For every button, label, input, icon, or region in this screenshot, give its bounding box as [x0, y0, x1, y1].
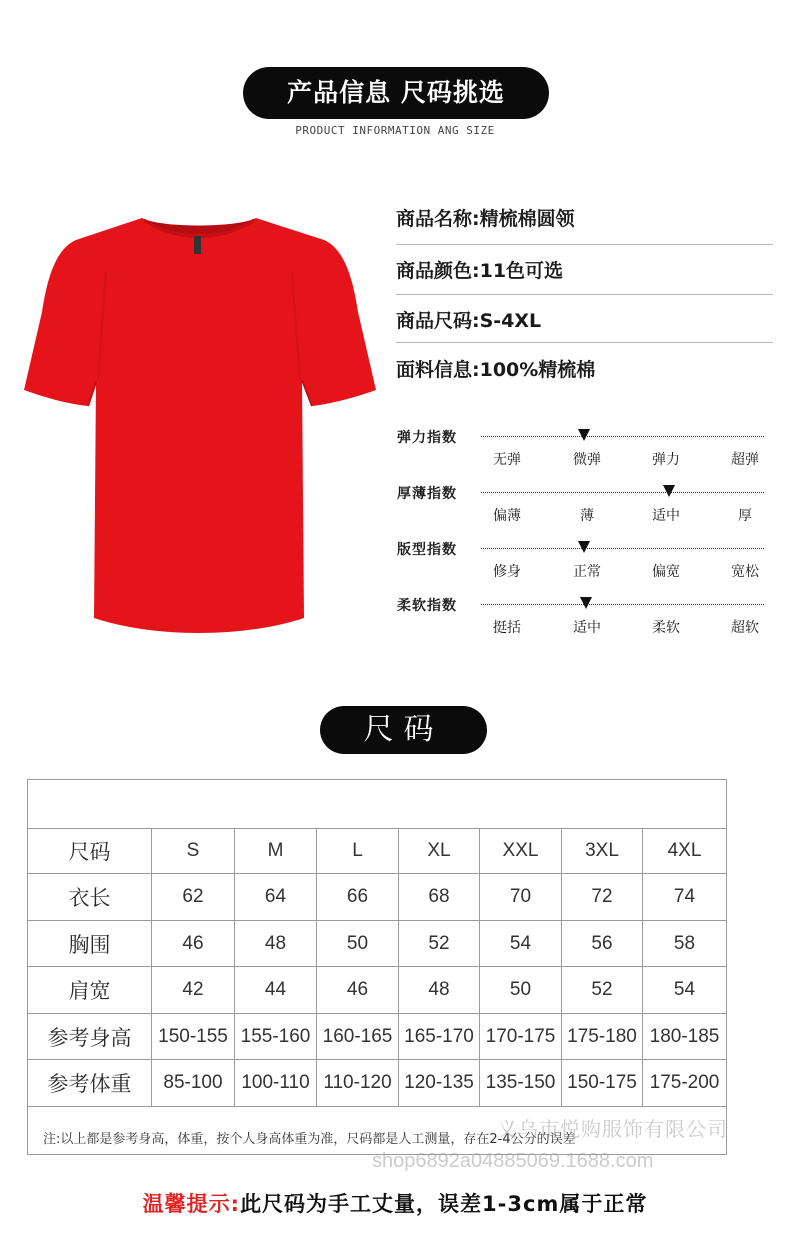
- indicator-option: 正常: [573, 564, 601, 580]
- info-row: [396, 306, 773, 333]
- table-cell: 54: [643, 967, 726, 1014]
- table-cell: 135-150: [480, 1060, 562, 1107]
- info-value: S-4XL: [479, 310, 542, 332]
- section-title-product-info: 产品信息 尺码挑选: [243, 67, 549, 119]
- watermark-company: 义乌市悦购服饰有限公司: [497, 1119, 728, 1141]
- table-cell: 42: [152, 967, 235, 1014]
- table-cell: 胸围: [28, 921, 152, 967]
- table-header-cell: 3XL: [562, 828, 643, 874]
- indicator-label: 柔软指数: [397, 598, 457, 614]
- table-cell: 175-200: [643, 1060, 726, 1107]
- indicator-option: 厚: [738, 508, 752, 524]
- table-cell: 150-155: [152, 1014, 235, 1060]
- info-value: 精梳棉圆领: [479, 208, 575, 230]
- warm-tip: [0, 1188, 790, 1218]
- table-cell: 肩宽: [28, 967, 152, 1014]
- table-header-cell: S: [152, 828, 235, 874]
- table-cell: 180-185: [643, 1014, 726, 1060]
- tshirt-image: [24, 212, 376, 642]
- table-cell: 120-135: [399, 1060, 480, 1107]
- indicator-option: 偏宽: [652, 564, 680, 580]
- table-cell: 110-120: [317, 1060, 399, 1107]
- table-cell: 46: [317, 967, 399, 1014]
- table-cell: 46: [152, 921, 235, 967]
- info-row: [396, 256, 773, 283]
- table-cell: 72: [562, 874, 643, 921]
- indicator-option: 无弹: [493, 452, 521, 468]
- indicator-arrow-icon: [663, 485, 675, 497]
- table-cell: 100-110: [235, 1060, 317, 1107]
- info-label: 商品尺码:: [396, 310, 480, 332]
- table-header-cell: 尺码: [28, 828, 152, 874]
- table-cell: 62: [152, 874, 235, 921]
- indicator-option: 柔软: [652, 620, 680, 636]
- table-cell: 参考身高: [28, 1014, 152, 1060]
- indicator-option: 超软: [731, 620, 759, 636]
- info-value: 11色可选: [479, 260, 564, 282]
- table-cell: 74: [643, 874, 726, 921]
- indicator-option: 微弹: [573, 452, 601, 468]
- size-table: [27, 779, 727, 1155]
- indicator-option: 薄: [580, 508, 594, 524]
- indicator-option: 挺括: [493, 620, 521, 636]
- table-cell: 54: [480, 921, 562, 967]
- table-cell: 155-160: [235, 1014, 317, 1060]
- table-cell: 52: [399, 921, 480, 967]
- table-cell: 175-180: [562, 1014, 643, 1060]
- indicator-option: 适中: [573, 620, 601, 636]
- info-divider: [396, 342, 773, 343]
- watermark-shop-url: shop6892a04885069.1688.com: [372, 1150, 654, 1172]
- table-cell: 160-165: [317, 1014, 399, 1060]
- info-divider: [396, 244, 773, 245]
- indicator-track: [481, 492, 764, 493]
- info-divider: [396, 294, 773, 295]
- neck-label: [194, 236, 201, 254]
- tip-prefix: 温馨提示:: [142, 1192, 241, 1216]
- indicator-option: 适中: [652, 508, 680, 524]
- indicator-track: [481, 436, 764, 437]
- info-row: [396, 355, 773, 382]
- table-cell: 170-175: [480, 1014, 562, 1060]
- table-cell: 48: [399, 967, 480, 1014]
- section-title-size: 尺码: [320, 706, 487, 754]
- table-cell: 50: [317, 921, 399, 967]
- section-subtitle: PRODUCT INFORMATION ANG SIZE: [295, 124, 495, 137]
- indicator-label: 版型指数: [397, 542, 457, 558]
- indicator-track: [481, 548, 764, 549]
- table-header-cell: XL: [399, 828, 480, 874]
- indicator-option: 修身: [493, 564, 521, 580]
- table-cell: 44: [235, 967, 317, 1014]
- table-cell: 衣长: [28, 874, 152, 921]
- table-note: 注:以上都是参考身高，体重，按个人身高体重为准，尺码都是人工测量，存在2-4公分的误差: [43, 1132, 576, 1147]
- table-cell: 85-100: [152, 1060, 235, 1107]
- table-cell: 48: [235, 921, 317, 967]
- table-header-cell: L: [317, 828, 399, 874]
- table-cell: 52: [562, 967, 643, 1014]
- table-cell: 58: [643, 921, 726, 967]
- indicator-option: 宽松: [731, 564, 759, 580]
- table-cell: 150-175: [562, 1060, 643, 1107]
- indicator-option: 弹力: [652, 452, 680, 468]
- info-label: 商品颜色:: [396, 260, 480, 282]
- table-cell: 64: [235, 874, 317, 921]
- table-header-cell: 4XL: [643, 828, 726, 874]
- indicator-label: 弹力指数: [397, 430, 457, 446]
- table-cell: 50: [480, 967, 562, 1014]
- indicator-arrow-icon: [580, 597, 592, 609]
- info-value: 100%精梳棉: [479, 359, 596, 381]
- indicator-option: 超弹: [731, 452, 759, 468]
- indicator-arrow-icon: [578, 429, 590, 441]
- table-cell: 56: [562, 921, 643, 967]
- table-header-cell: M: [235, 828, 317, 874]
- tip-text: 此尺码为手工丈量，误差1-3cm属于正常: [240, 1192, 648, 1216]
- table-cell: 70: [480, 874, 562, 921]
- indicator-option: 偏薄: [493, 508, 521, 524]
- table-cell: 66: [317, 874, 399, 921]
- info-row: [396, 204, 773, 231]
- table-cell: 参考体重: [28, 1060, 152, 1107]
- table-cell: 165-170: [399, 1014, 480, 1060]
- table-header-blank-row: [28, 780, 726, 829]
- table-cell: 68: [399, 874, 480, 921]
- info-label: 面料信息:: [396, 359, 480, 381]
- table-header-cell: XXL: [480, 828, 562, 874]
- indicator-arrow-icon: [578, 541, 590, 553]
- info-label: 商品名称:: [396, 208, 480, 230]
- indicator-label: 厚薄指数: [397, 486, 457, 502]
- indicator-track: [481, 604, 764, 605]
